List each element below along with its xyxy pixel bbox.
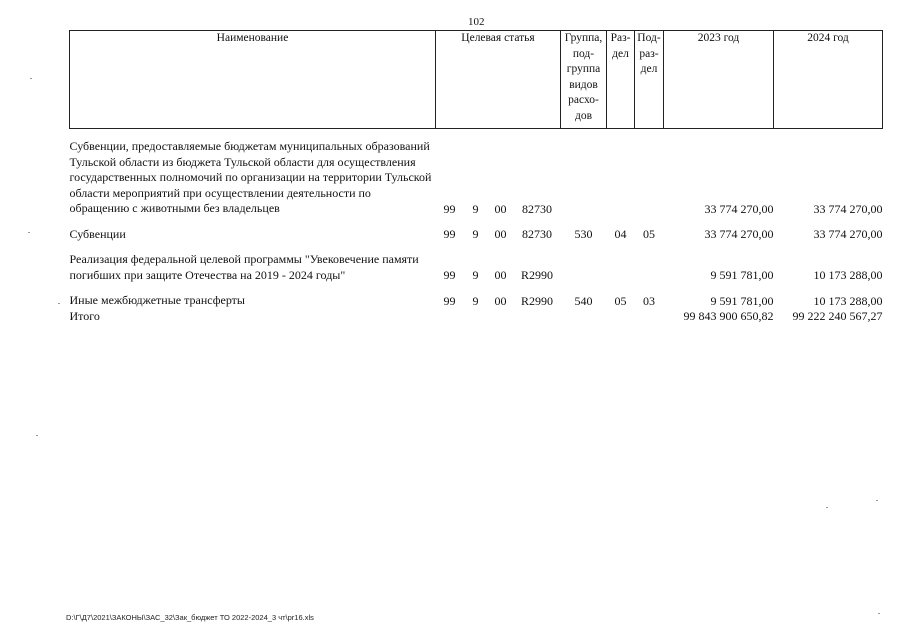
- row-target-2: 9: [472, 201, 479, 216]
- row-target-4: 82730: [522, 201, 552, 216]
- page-number: 102: [468, 16, 485, 28]
- table-row: [70, 227, 883, 243]
- row-target-4: R2990: [520, 268, 553, 282]
- row-name: Реализация федеральной целевой программы "Увековечение памяти погибших при защите Отечества на 2019 - 2024 годы": [69, 252, 419, 282]
- row-group: 540: [574, 293, 593, 308]
- budget-table: [69, 30, 883, 324]
- row-target-3: 00: [494, 268, 507, 282]
- row-group: [561, 252, 607, 283]
- header-2023: 2023 год: [664, 31, 774, 129]
- row-subsection: 03: [643, 293, 655, 308]
- row-target-1: 99: [443, 293, 456, 308]
- row-target-2: 9: [472, 293, 479, 308]
- row-target-3: 00: [494, 227, 507, 241]
- row-section: [607, 139, 635, 217]
- row-2024: 10 173 288,00: [813, 268, 883, 282]
- row-target-2: 9: [472, 227, 479, 241]
- row-2023: 33 774 270,00: [704, 201, 774, 216]
- row-target-4: R2990: [520, 293, 553, 308]
- row-target-4: 82730: [522, 227, 552, 241]
- header-section: Раз-дел: [607, 31, 635, 129]
- table-row: [70, 293, 883, 309]
- row-2024: 33 774 270,00: [813, 201, 883, 216]
- header-name: Наименование: [70, 31, 436, 129]
- row-2023: 33 774 270,00: [704, 227, 774, 241]
- table-row: [70, 252, 883, 283]
- row-name: Субвенции: [69, 226, 126, 241]
- file-path-footer: D:\Г\Д7\2021\ЗАКОНЫ\ЗАС_32\Зак_бюджет ТО 2022-2024_3 чт\pr16.xls: [66, 613, 314, 622]
- row-target-3: 00: [494, 201, 507, 216]
- header-2024: 2024 год: [774, 31, 883, 129]
- row-subsection: [635, 139, 664, 217]
- scan-speck: [876, 500, 878, 501]
- row-target-2: 9: [472, 268, 479, 282]
- row-2024: 33 774 270,00: [813, 227, 883, 241]
- header-group: Группа, под-группа видов расхо-дов: [561, 31, 607, 129]
- row-2024: 10 173 288,00: [813, 293, 883, 308]
- row-target-3: 00: [494, 293, 507, 308]
- scan-speck: [28, 232, 30, 233]
- row-2023: 9 591 781,00: [710, 268, 774, 282]
- header-subsection: Под-раз-дел: [635, 31, 664, 129]
- row-subsection: [635, 252, 664, 283]
- row-subsection: 05: [643, 227, 655, 241]
- row-2023: 9 591 781,00: [710, 293, 774, 308]
- row-group: 530: [574, 227, 593, 241]
- total-row: [70, 309, 883, 325]
- row-section: [607, 252, 635, 283]
- scan-speck: [826, 507, 828, 508]
- header-target: Целевая статья: [436, 31, 561, 129]
- row-section: 04: [614, 227, 627, 241]
- row-target-1: 99: [443, 227, 456, 241]
- scan-speck: [30, 78, 32, 79]
- total-2024: 99 222 240 567,27: [792, 309, 883, 323]
- scan-speck: [58, 303, 60, 304]
- table-header: [70, 31, 883, 129]
- table-row: [70, 139, 883, 217]
- scan-speck: [36, 435, 38, 436]
- row-target-1: 99: [443, 268, 456, 282]
- row-name: Субвенции, предоставляемые бюджетам муниципальных образований Тульской области из бюджета Тульской области для осуществления государственных полномочий по организации на территории Тульской области мероприятий при осуществлении деятельности по обращению с животными без владельцев: [69, 139, 432, 215]
- scan-speck: [878, 613, 880, 614]
- row-target-1: 99: [443, 201, 456, 216]
- row-section: 05: [614, 293, 627, 308]
- total-2023: 99 843 900 650,82: [683, 309, 774, 323]
- row-group: [561, 139, 607, 217]
- row-name: Иные межбюджетные трансферты: [69, 293, 245, 307]
- total-label: Итого: [69, 308, 100, 323]
